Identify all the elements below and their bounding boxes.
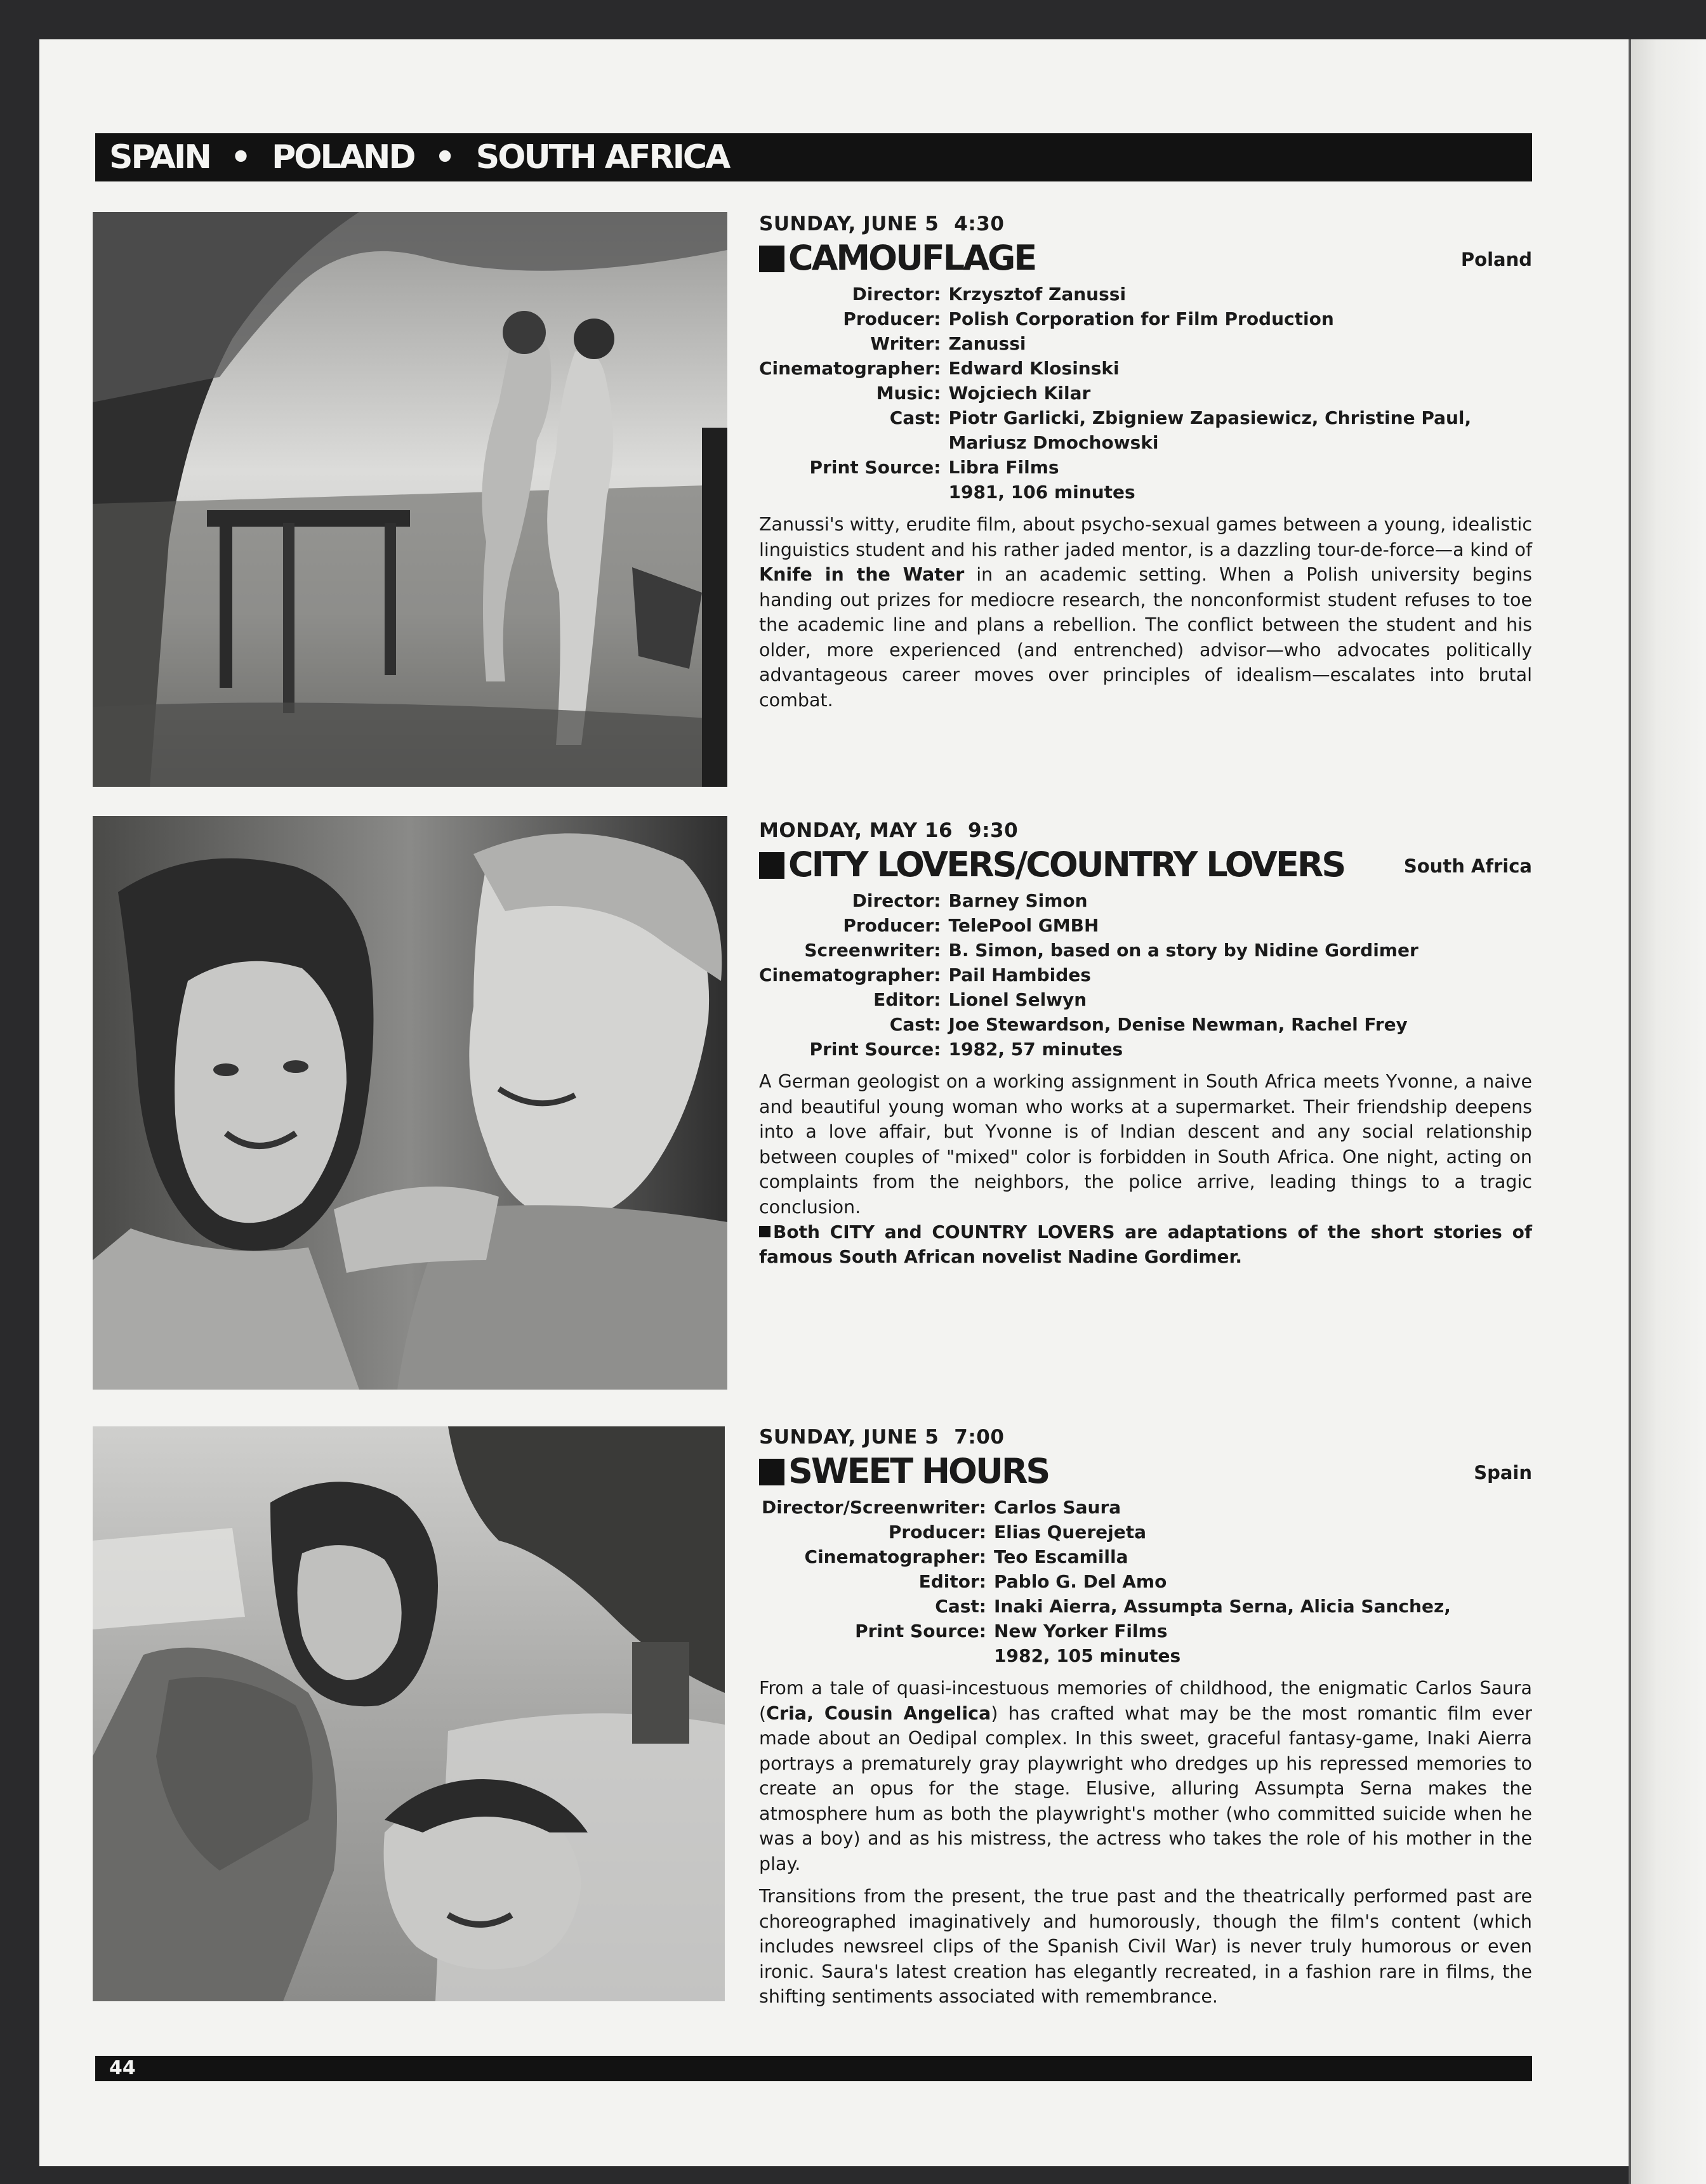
credit-label: Cinematographer: — [804, 1546, 986, 1567]
credit-value: 1982, 57 minutes — [948, 1039, 1123, 1060]
credit-value: Zanussi — [948, 333, 1026, 354]
credit-value: Libra Films — [948, 457, 1059, 478]
film-country: Poland — [1460, 249, 1532, 270]
credit-row — [759, 1520, 1532, 1544]
film-description — [759, 512, 1532, 713]
credit-value: Elias Querejeta — [994, 1522, 1147, 1543]
description-text: Zanussi's witty, erudite film, about psycho-sexual games between a young, idealistic linguistics student and his rather jaded mentor, is a dazzling tour-de-force—a kind of — [759, 514, 1532, 560]
note-text: Both CITY and COUNTRY LOVERS are adaptations of the short stories of famous South African novelist Nadine Gordimer. — [759, 1221, 1532, 1267]
film-note — [759, 1220, 1532, 1269]
film-description — [759, 1676, 1532, 1876]
film-title-text: SWEET HOURS — [788, 1451, 1049, 1491]
film-listing-sweet-hours — [759, 1425, 1532, 2010]
film-still-camouflage — [93, 212, 727, 787]
credit-label: Cast: — [889, 1014, 941, 1035]
credit-label: Print Source: — [809, 1039, 941, 1060]
screening-date — [759, 819, 1532, 843]
banner-separator: • — [434, 138, 456, 176]
credit-label: Writer: — [870, 333, 941, 354]
credit-label: Cinematographer: — [759, 358, 941, 379]
credit-row — [759, 888, 1532, 913]
credit-label — [759, 1643, 994, 1668]
credit-row — [759, 913, 1532, 938]
credit-value: Pail Hambides — [948, 964, 1091, 985]
film-description: A German geologist on a working assignment in South Africa meets Yvonne, a naive and beautiful young woman who works at a supermarket. Their friendship deepens into a love affair, but Yvonne is of Indian descent and any social relationship between couples of "mixed" color is forbidden in South Africa. One night, acting on complaints from the neighbors, the police arrive, leading things to a tragic conclusion. — [759, 1071, 1532, 1218]
date-text: SUNDAY, JUNE 5 — [759, 1426, 939, 1449]
film-title — [759, 239, 1035, 278]
banner-country: POLAND — [272, 138, 414, 176]
banner-separator: • — [230, 138, 252, 176]
credit-value: Lionel Selwyn — [948, 989, 1087, 1010]
credit-value: Pablo G. Del Amo — [994, 1571, 1167, 1592]
credit-value: 1982, 105 minutes — [994, 1645, 1181, 1666]
banner-country: SPAIN — [109, 138, 210, 176]
referenced-film-title: Cria, Cousin Angelica — [766, 1702, 991, 1724]
description-text: ) has crafted what may be the most romantic film ever made about an Oedipal complex. In this sweet, graceful fantasy-game, Inaki Aierra portrays a prematurely gray playwright who dredges up his repressed memories to create an opus for the stage. Elusive, alluring Assumpta Serna makes the atmosphere hum as both the playwright's mother (who committed suicide when he was a boy) and as his mistress, the actress who takes the role of his mother in the play. — [759, 1702, 1532, 1874]
credit-label: Producer: — [843, 915, 941, 936]
credit-label: Cinematographer: — [759, 964, 941, 985]
film-title-text: CAMOUFLAGE — [788, 238, 1036, 278]
section-banner — [95, 133, 1532, 181]
time-text: 4:30 — [954, 213, 1005, 235]
footer-bar — [95, 2056, 1532, 2081]
banner-country: SOUTH AFRICA — [475, 138, 729, 176]
credit-label: Director: — [852, 890, 941, 911]
credit-value: Carlos Saura — [994, 1497, 1121, 1518]
credit-value: Edward Klosinski — [948, 358, 1120, 379]
credit-value: 1981, 106 minutes — [948, 482, 1135, 503]
screening-date — [759, 212, 1532, 236]
bullet-square-icon — [759, 1459, 784, 1485]
credit-row — [759, 356, 1532, 381]
film-description-continued: Transitions from the present, the true past and the theatrically performed past are choreographed imaginatively and humorously, though the film's content (which includes newsreel clips of the Spanish Civil War) is never truly humorous or even ironic. Saura's latest creation has elegantly recreated, in a fashion rare in films, the shifting sentiments associated with remembrance. — [759, 1886, 1532, 2007]
credit-row — [759, 1643, 1532, 1668]
date-text: SUNDAY, JUNE 5 — [759, 213, 939, 235]
credit-value: Joe Stewardson, Denise Newman, Rachel Frey — [948, 1014, 1408, 1035]
credit-label: Director/Screenwriter: — [761, 1497, 986, 1518]
credits-table — [759, 282, 1532, 504]
bullet-square-icon — [759, 852, 784, 879]
credit-value: Inaki Aierra, Assumpta Serna, Alicia Sanchez, — [994, 1596, 1451, 1617]
credit-label: Producer: — [888, 1522, 986, 1543]
film-country: Spain — [1474, 1462, 1532, 1483]
credit-row — [759, 1569, 1532, 1594]
credit-value: B. Simon, based on a story by Nidine Gordimer — [948, 940, 1418, 961]
credit-row — [759, 1594, 1532, 1619]
credit-row — [759, 331, 1532, 356]
title-row — [759, 845, 1532, 885]
credit-row — [759, 963, 1532, 987]
film-country: South Africa — [1403, 855, 1532, 877]
credit-value: TelePool GMBH — [948, 915, 1099, 936]
film-still-sweet-hours — [93, 1426, 725, 2001]
credit-label: Editor: — [873, 989, 941, 1010]
credit-value: Teo Escamilla — [994, 1546, 1128, 1567]
credit-label: Producer: — [843, 308, 941, 329]
film-listing-city-lovers — [759, 819, 1532, 1269]
credit-value: New Yorker Films — [994, 1621, 1168, 1641]
credit-value: Barney Simon — [948, 890, 1088, 911]
film-title — [759, 845, 1344, 885]
time-text: 7:00 — [954, 1426, 1005, 1449]
title-row — [759, 239, 1532, 278]
credit-row — [759, 1619, 1532, 1643]
credit-row — [759, 381, 1532, 405]
credit-label: Director: — [852, 284, 941, 305]
credit-row — [759, 938, 1532, 963]
film-still-city-lovers — [93, 816, 727, 1390]
credits-table — [759, 1495, 1532, 1668]
page-number: 44 — [109, 2057, 136, 2079]
credit-row — [759, 282, 1532, 306]
facing-page-edge — [1631, 39, 1706, 2184]
bullet-square-icon — [759, 246, 784, 272]
credit-label: Cast: — [889, 407, 941, 428]
credit-row — [759, 1495, 1532, 1520]
description-text: in an academic setting. When a Polish university begins handing out prizes for mediocre research, the nonconformist student refuses to toe the academic line and plans a rebellion. The conflict between the student and his older, more experienced (and entrenched) advisor—who advocates politically advantageous career moves over principles of idealism—escalates into brutal combat. — [759, 564, 1533, 711]
credit-row — [759, 1012, 1532, 1037]
credit-value: Polish Corporation for Film Production — [948, 308, 1334, 329]
credit-label — [759, 480, 948, 504]
description-text: From a tale of quasi-incestuous memories of childhood, the enigmatic Carlos Saura ( — [759, 1678, 1532, 1724]
credit-label: Screenwriter: — [804, 940, 941, 961]
credit-row — [759, 1544, 1532, 1569]
credit-label: Music: — [876, 383, 941, 404]
film-listing-camouflage — [759, 212, 1532, 713]
credit-value: Piotr Garlicki, Zbigniew Zapasiewicz, Christine Paul, Mariusz Dmochowski — [948, 407, 1472, 453]
credit-row — [759, 455, 1532, 480]
referenced-film-title: Knife in the Water — [759, 564, 965, 585]
credit-label: Editor: — [918, 1571, 986, 1592]
credit-row — [759, 405, 1532, 455]
date-text: MONDAY, MAY 16 — [759, 819, 953, 842]
time-text: 9:30 — [968, 819, 1019, 842]
credit-label: Print Source: — [855, 1621, 986, 1641]
bullet-square-icon — [759, 1226, 770, 1237]
credit-row — [759, 306, 1532, 331]
credit-value: Krzysztof Zanussi — [948, 284, 1127, 305]
credit-row — [759, 480, 1532, 504]
screening-date — [759, 1425, 1532, 1449]
credit-label: Cast: — [935, 1596, 986, 1617]
credit-row — [759, 1037, 1532, 1062]
film-title — [759, 1452, 1048, 1491]
credit-label: Print Source: — [809, 457, 941, 478]
credit-row — [759, 987, 1532, 1012]
credits-table — [759, 888, 1532, 1062]
title-row — [759, 1452, 1532, 1491]
film-title-text: CITY LOVERS/COUNTRY LOVERS — [788, 845, 1345, 885]
credit-value: Wojciech Kilar — [948, 383, 1091, 404]
